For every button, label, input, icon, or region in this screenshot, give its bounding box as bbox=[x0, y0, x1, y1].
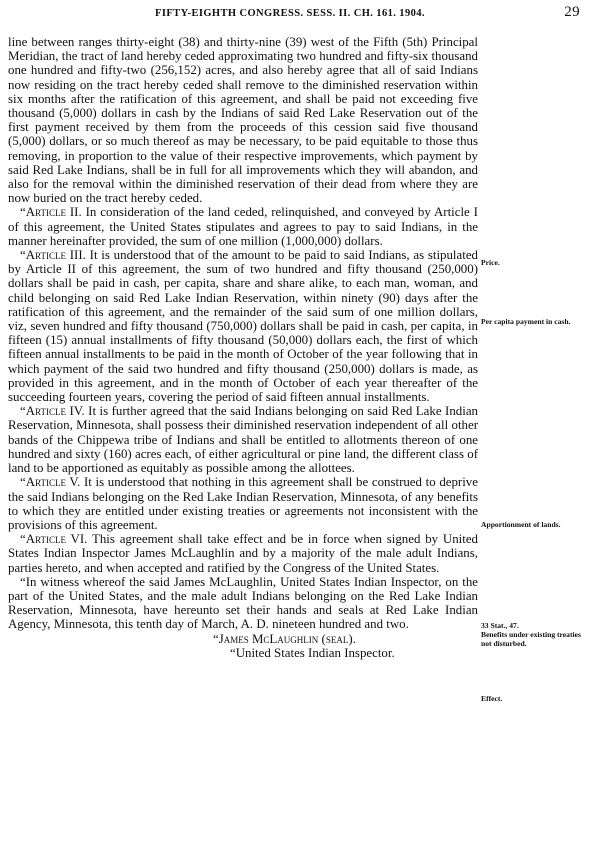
margin-note-effect: Effect. bbox=[481, 694, 503, 703]
margin-note-apportionment: Apportionment of lands. bbox=[481, 520, 561, 529]
article-4-label: “Article IV. bbox=[20, 404, 85, 419]
running-head: FIFTY-EIGHTH CONGRESS. SESS. II. CH. 161. 1904. bbox=[155, 8, 425, 19]
article-3-text: It is understood that of the amount to be paid to said Indians, as stipulated by Article II of this agreement, the sum of two hundred and fifty thousand (250,000) dollars shall be paid in cash, per capita, share and share alike, to each man, woman, and child belonging on said Red Lake Indian Reservation, within ninety (90) days after the ratification of this agreement, and the remainder of the said sum of one million dollars, viz, seven hundred and fifty thousand (750,000) dollars shall be paid in cash, per capita, in fifteen (15) annual installments of fifty thousand (50,000) dollars each, the first of which fifteen annual installments to be paid in the month of October of the year following that in which payment of the said two hundred and fifty thousand (250,000) dollars is made, as provided in this agreement, and in the month of October of each year thereafter of the succeeding fourteen years, covering the period of said fifteen annual installments. bbox=[8, 248, 478, 405]
signature-name: “James McLaughlin bbox=[213, 631, 319, 646]
margin-note-per-capita: Per capita payment in cash. bbox=[481, 317, 571, 326]
article-5-text: It is understood that nothing in this agreement shall be construed to deprive the said Indians belonging on the Red Lake Indian Reservation, Minnesota, of any benefits to which they are entitled under existing treaties or agreements not inconsistent with the provisions of this agreement. bbox=[8, 475, 478, 532]
body-text bbox=[8, 35, 478, 660]
article-6 bbox=[8, 532, 478, 575]
running-header bbox=[40, 6, 580, 24]
witness-clause: “In witness whereof the said James McLaughlin, United States Indian Inspector, on the part of the United States, and the male adult Indians belonging on the Red Lake Indian Reservation, Minnesota, have hereunto set their hands and seals at Red Lake Indian Agency, Minnesota, this tenth day of March, A. D. nineteen hundred and two. bbox=[8, 574, 478, 632]
page-number: 29 bbox=[564, 4, 580, 20]
article-6-text: This agreement shall take effect and be in force when signed by United States Indian Inspector James McLaughlin and by a majority of the male adult Indians, parties hereto, and when accepted and ratified by the Congress of the United States. bbox=[8, 532, 478, 575]
article-3 bbox=[8, 248, 478, 404]
article-2-label: “Article II. bbox=[20, 205, 82, 220]
signature-seal: (seal). bbox=[321, 631, 356, 646]
paragraph-continuation: line between ranges thirty-eight (38) and thirty-nine (39) west of the Fifth (5th) Principal Meridian, the tract of land hereby ceded approximating two hundred and fifty-six thousand one hundred and fifty-two (256,152) acres, and also hereby agree that all of said Indians now residing on the tract hereby ceded shall remove to the diminished reservation within six months after the ratification of this agreement, and shall be paid not exceeding five thousand (5,000) dollars in cash by the Indians of said Red Lake Reservation out of the first payment received by them from the proceeds of this cession said five thousand (5,000) dollars, or so much thereof as may be necessary, to be paid equitable to those thus removing, in proportion to the value of their respective improvements, which payment by said Red Lake Indians, shall be in full for all improvements which they will abandon, and also for the removal within the diminished reservation of their dead from where they are now buried on the tract hereby ceded. bbox=[8, 35, 478, 206]
article-5-label: “Article V. bbox=[20, 475, 81, 490]
article-3-label: “Article III. bbox=[20, 248, 86, 263]
signature-line bbox=[8, 632, 478, 646]
margin-note-benefits: Benefits under existing treaties not disturbed. bbox=[481, 630, 581, 648]
signature-title: “United States Indian Inspector. bbox=[230, 645, 395, 660]
article-2 bbox=[8, 205, 478, 248]
margin-note-stat-ref: 33 Stat., 47. bbox=[481, 621, 519, 630]
article-2-text: In consideration of the land ceded, relinquished, and conveyed by Article I of this agreement, the United States stipulates and agrees to pay to said Indians, in the manner hereinafter provided, the sum of one million (1,000,000) dollars. bbox=[8, 205, 478, 248]
article-5 bbox=[8, 475, 478, 532]
article-4-text: It is further agreed that the said Indians belonging on said Red Lake Indian Reservation, Minnesota, shall possess their diminished reservation independent of all other bands of the Chippewa tribe of Indians and shall be entitled to allotments thereon of one hundred and sixty (160) acres each, of either agricultural or pine land, the different class of land to be apportioned as equitably as possible among the allottees. bbox=[8, 404, 478, 476]
article-6-label: “Article VI. bbox=[20, 532, 88, 547]
margin-note-price: Price. bbox=[481, 258, 500, 267]
article-4 bbox=[8, 404, 478, 475]
